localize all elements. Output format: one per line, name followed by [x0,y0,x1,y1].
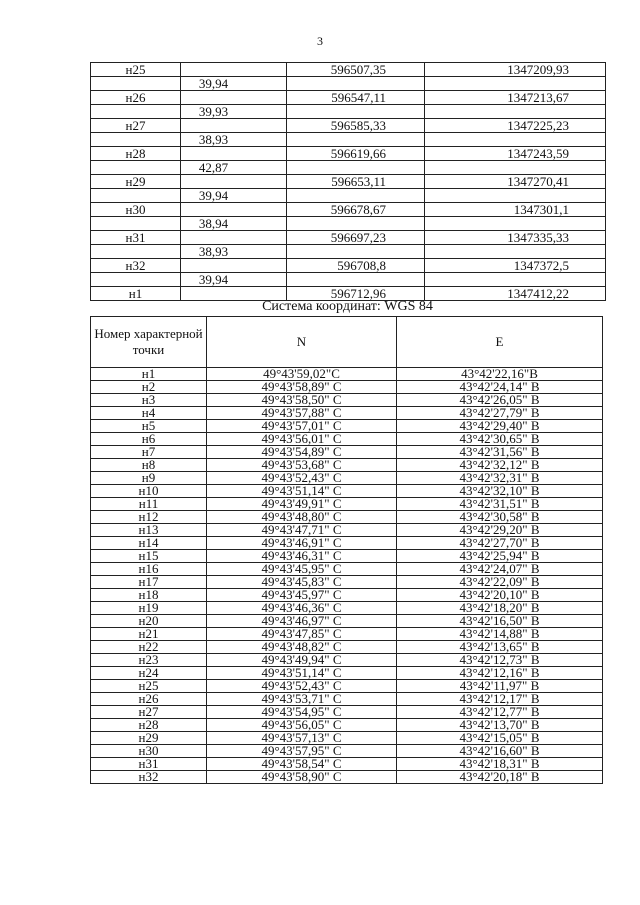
longitude-cell: 43°42'14,88" В [397,628,603,641]
distance-cell: 39,94 [181,189,287,203]
longitude-cell: 43°42'11,97" В [397,680,603,693]
longitude-cell: 43°42'18,31" В [397,758,603,771]
distance-row [91,189,606,203]
point-number-cell: н32 [91,771,207,784]
longitude-cell: 43°42'32,31" В [397,472,603,485]
distance-cell: 38,93 [181,245,287,259]
y-cell [425,217,606,231]
point-name-cell [91,189,181,203]
header-n: N [207,317,397,368]
longitude-cell: 43°42'24,14" В [397,381,603,394]
latitude-cell: 49°43'49,91" С [207,498,397,511]
point-number-cell: н8 [91,459,207,472]
latitude-cell: 49°43'47,71" С [207,524,397,537]
point-number-cell: н16 [91,563,207,576]
wgs84-table-body [91,368,603,784]
longitude-cell: 43°42'12,77" В [397,706,603,719]
point-row [91,147,606,161]
x-cell [287,245,425,259]
y-cell [425,77,606,91]
longitude-cell: 43°42'20,18" В [397,771,603,784]
longitude-cell: 43°42'12,73" В [397,654,603,667]
latitude-cell: 49°43'54,89" С [207,446,397,459]
latitude-cell: 49°43'57,95" С [207,745,397,758]
longitude-cell: 43°42'18,20" В [397,602,603,615]
point-row [91,203,606,217]
x-cell [287,161,425,175]
longitude-cell: 43°42'13,65" В [397,641,603,654]
distance-cell: 39,94 [181,77,287,91]
table-row [91,771,603,784]
x-cell: 596653,11 [287,175,425,189]
y-cell [425,245,606,259]
point-number-cell: н26 [91,693,207,706]
latitude-cell: 49°43'53,68" С [207,459,397,472]
longitude-cell: 43°42'26,05" В [397,394,603,407]
point-name-cell [91,133,181,147]
point-number-cell: н22 [91,641,207,654]
latitude-cell: 49°43'58,50" С [207,394,397,407]
x-cell [287,133,425,147]
point-number-cell: н23 [91,654,207,667]
x-cell: 596697,23 [287,231,425,245]
y-cell: 1347301,1 [425,203,606,217]
point-row [91,231,606,245]
longitude-cell: 43°42'16,50" В [397,615,603,628]
point-name-cell: н32 [91,259,181,273]
point-name-cell: н27 [91,119,181,133]
distance-row [91,105,606,119]
distance-cell [181,231,287,245]
x-cell [287,217,425,231]
point-number-cell: н25 [91,680,207,693]
latitude-cell: 49°43'57,88" С [207,407,397,420]
longitude-cell: 43°42'29,40" В [397,420,603,433]
y-cell: 1347270,41 [425,175,606,189]
y-cell [425,105,606,119]
latitude-cell: 49°43'49,94" С [207,654,397,667]
point-name-cell [91,105,181,119]
point-name-cell: н28 [91,147,181,161]
longitude-cell: 43°42'22,09" В [397,576,603,589]
point-row [91,175,606,189]
latitude-cell: 49°43'54,95" С [207,706,397,719]
point-number-cell: н12 [91,511,207,524]
longitude-cell: 43°42'30,58" В [397,511,603,524]
longitude-cell: 43°42'29,20" В [397,524,603,537]
longitude-cell: 43°42'20,10" В [397,589,603,602]
distance-cell [181,259,287,273]
y-cell: 1347225,23 [425,119,606,133]
latitude-cell: 49°43'46,36" С [207,602,397,615]
coordinates-table-body [91,63,606,301]
point-number-cell: н20 [91,615,207,628]
point-number-cell: н2 [91,381,207,394]
point-number-cell: н15 [91,550,207,563]
latitude-cell: 49°43'51,14" С [207,485,397,498]
point-number-cell: н10 [91,485,207,498]
header-point-number: Номер характерной точки [91,317,207,368]
distance-cell: 39,94 [181,273,287,287]
longitude-cell: 43°42'31,51" В [397,498,603,511]
point-number-cell: н7 [91,446,207,459]
distance-row [91,161,606,175]
point-name-cell: н30 [91,203,181,217]
distance-cell: 42,87 [181,161,287,175]
latitude-cell: 49°43'52,43" С [207,680,397,693]
point-number-cell: н19 [91,602,207,615]
x-cell [287,105,425,119]
point-number-cell: н28 [91,719,207,732]
longitude-cell: 43°42'13,70" В [397,719,603,732]
latitude-cell: 49°43'57,01" С [207,420,397,433]
point-number-cell: н30 [91,745,207,758]
point-name-cell: н29 [91,175,181,189]
y-cell [425,189,606,203]
latitude-cell: 49°43'48,80" С [207,511,397,524]
latitude-cell: 49°43'46,91" С [207,537,397,550]
point-name-cell [91,273,181,287]
y-cell [425,161,606,175]
point-name-cell [91,161,181,175]
y-cell [425,133,606,147]
point-number-cell: н3 [91,394,207,407]
longitude-cell: 43°42'15,05" В [397,732,603,745]
point-number-cell: н27 [91,706,207,719]
longitude-cell: 43°42'32,10" В [397,485,603,498]
distance-cell: 39,93 [181,105,287,119]
point-row [91,119,606,133]
x-cell [287,273,425,287]
latitude-cell: 49°43'58,54" С [207,758,397,771]
point-number-cell: н4 [91,407,207,420]
x-cell: 596507,35 [287,63,425,77]
x-cell [287,189,425,203]
latitude-cell: 49°43'45,95" С [207,563,397,576]
latitude-cell: 49°43'52,43" С [207,472,397,485]
y-cell: 1347335,33 [425,231,606,245]
latitude-cell: 49°43'58,90" С [207,771,397,784]
x-cell: 596619,66 [287,147,425,161]
latitude-cell: 49°43'47,85" С [207,628,397,641]
latitude-cell: 49°43'45,83" С [207,576,397,589]
point-name-cell [91,77,181,91]
y-cell: 1347372,5 [425,259,606,273]
distance-row [91,273,606,287]
x-cell: 596678,67 [287,203,425,217]
point-name-cell [91,245,181,259]
distance-row [91,77,606,91]
wgs84-table [90,316,603,784]
point-name-cell: н31 [91,231,181,245]
point-row [91,63,606,77]
latitude-cell: 49°43'46,97" С [207,615,397,628]
longitude-cell: 43°42'27,79" В [397,407,603,420]
x-cell: 596585,33 [287,119,425,133]
latitude-cell: 49°43'53,71" С [207,693,397,706]
wgs84-header-row [91,317,603,368]
y-cell: 1347209,93 [425,63,606,77]
x-cell [287,77,425,91]
longitude-cell: 43°42'12,17" В [397,693,603,706]
y-cell: 1347412,22 [425,287,606,301]
x-cell: 596712,96 [287,287,425,301]
point-number-cell: н11 [91,498,207,511]
point-row [91,91,606,105]
latitude-cell: 49°43'46,31" С [207,550,397,563]
distance-cell [181,91,287,105]
page-number: 3 [317,34,323,48]
longitude-cell: 43°42'24,07" В [397,563,603,576]
point-number-cell: н9 [91,472,207,485]
latitude-cell: 49°43'59,02"С [207,368,397,381]
distance-cell: 38,93 [181,133,287,147]
latitude-cell: 49°43'57,13" С [207,732,397,745]
point-number-cell: н1 [91,368,207,381]
y-cell: 1347243,59 [425,147,606,161]
point-number-cell: н6 [91,433,207,446]
longitude-cell: 43°42'30,65" В [397,433,603,446]
point-row [91,259,606,273]
distance-cell [181,203,287,217]
distance-cell [181,147,287,161]
point-number-cell: н24 [91,667,207,680]
latitude-cell: 49°43'58,89" С [207,381,397,394]
point-number-cell: н31 [91,758,207,771]
point-number-cell: н29 [91,732,207,745]
point-number-cell: н17 [91,576,207,589]
latitude-cell: 49°43'51,14" С [207,667,397,680]
header-e: E [397,317,603,368]
coordinates-table [90,62,606,301]
point-number-cell: н13 [91,524,207,537]
distance-cell [181,63,287,77]
distance-cell [181,175,287,189]
y-cell [425,273,606,287]
longitude-cell: 43°42'31,56" В [397,446,603,459]
distance-cell [181,119,287,133]
distance-row [91,133,606,147]
y-cell: 1347213,67 [425,91,606,105]
point-name-cell [91,217,181,231]
point-number-cell: н14 [91,537,207,550]
point-name-cell: н1 [91,287,181,301]
point-number-cell: н18 [91,589,207,602]
longitude-cell: 43°42'16,60" В [397,745,603,758]
distance-row [91,217,606,231]
latitude-cell: 49°43'45,97" С [207,589,397,602]
coordinate-system-title: Система координат: WGS 84 [262,299,433,314]
longitude-cell: 43°42'22,16"В [397,368,603,381]
point-number-cell: н21 [91,628,207,641]
longitude-cell: 43°42'25,94" В [397,550,603,563]
point-name-cell: н26 [91,91,181,105]
longitude-cell: 43°42'27,70" В [397,537,603,550]
longitude-cell: 43°42'32,12" В [397,459,603,472]
point-number-cell: н5 [91,420,207,433]
latitude-cell: 49°43'56,01" С [207,433,397,446]
latitude-cell: 49°43'56,05" С [207,719,397,732]
latitude-cell: 49°43'48,82" С [207,641,397,654]
x-cell: 596547,11 [287,91,425,105]
longitude-cell: 43°42'12,16" В [397,667,603,680]
distance-row [91,245,606,259]
point-name-cell: н25 [91,63,181,77]
x-cell: 596708,8 [287,259,425,273]
distance-cell: 38,94 [181,217,287,231]
